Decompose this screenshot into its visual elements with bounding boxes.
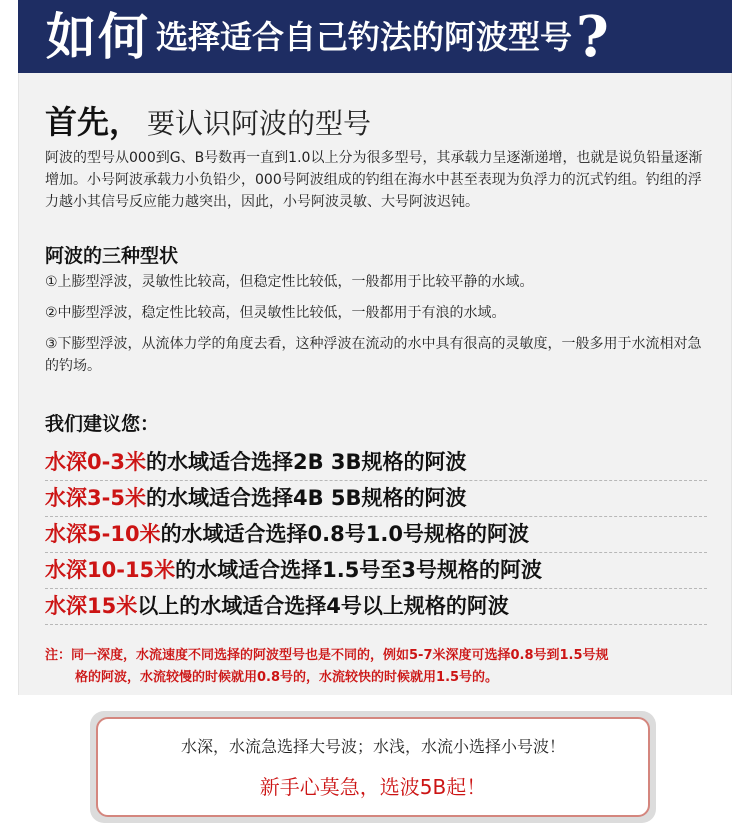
recommend-text: 的水域适合选择0.8号1.0号规格的阿波 (160, 522, 529, 546)
title-banner (18, 0, 732, 73)
tip-line-1: 水深，水流急选择大号波；水浅，水流小选择小号波！ (180, 737, 565, 756)
depth-label: 水深3-5米 (45, 486, 146, 510)
banner-title-small: 选择适合自己钓法的阿波型号 (156, 17, 573, 56)
banner-title-large: 如何 (46, 7, 150, 66)
recommend-row (45, 553, 707, 589)
content-panel (18, 73, 732, 695)
section-heading-models (45, 97, 371, 143)
shape-item-bottom: ③下膨型浮波，从流体力学的角度去看，这种浮波在流动的水中具有很高的灵敏度，一般多用于水流相对急的钓场。 (45, 336, 702, 374)
recommend-text: 的水域适合选择1.5号至3号规格的阿波 (175, 558, 542, 582)
section-heading-shapes: 阿波的三种型状 (45, 245, 179, 267)
shape-item-top: ①上膨型浮波，灵敏性比较高，但稳定性比较低，一般都用于比较平静的水域。 (45, 274, 534, 290)
tip-box (90, 711, 656, 823)
shape-item-middle: ②中膨型浮波，稳定性比较高，但灵敏性比较低，一般都用于有浪的水域。 (45, 305, 506, 321)
section-heading-recommend: 我们建议您： (45, 413, 160, 435)
recommend-text: 的水域适合选择4B 5B规格的阿波 (145, 486, 467, 510)
question-mark-icon: ? (576, 3, 609, 70)
depth-label: 水深15米 (45, 594, 138, 618)
intro-paragraph: 阿波的型号从000到G、B号数再一直到1.0以上分为很多型号，其承载力呈逐渐递增，也就是说负铅量逐渐增加。小号阿波承载力小负铅少，000号阿波组成的钓组在海水中甚至表现为负浮力的沉式钓组。钓组的浮力越小其信号反应能力越突出，因此，小号阿波灵敏、大号阿波迟钝。 (45, 150, 703, 210)
recommend-list (45, 445, 707, 625)
note-line-1: 注：同一深度，水流速度不同选择的阿波型号也是不同的，例如5-7米深度可选择0.8号到1.5号规 (45, 648, 609, 663)
recommend-text: 以上的水域适合选择4号以上规格的阿波 (137, 594, 509, 618)
tip-line-2: 新手心莫急，选波5B起！ (259, 775, 487, 799)
depth-label: 水深5-10米 (45, 522, 161, 546)
recommend-row (45, 445, 707, 481)
depth-label: 水深0-3米 (45, 450, 146, 474)
recommend-row (45, 517, 707, 553)
depth-label: 水深10-15米 (45, 558, 176, 582)
shapes-list (45, 271, 707, 386)
heading-first: 首先， (45, 103, 142, 141)
recommend-text: 的水域适合选择2B 3B规格的阿波 (145, 450, 467, 474)
tip-box-inner (96, 717, 650, 817)
note-line-2: 格的阿波，水流较慢的时候就用0.8号的，水流较快的时候就用1.5号的。 (75, 670, 499, 685)
note-text (45, 645, 715, 689)
recommend-row (45, 589, 707, 625)
recommend-row (45, 481, 707, 517)
heading-rest: 要认识阿波的型号 (147, 107, 372, 140)
